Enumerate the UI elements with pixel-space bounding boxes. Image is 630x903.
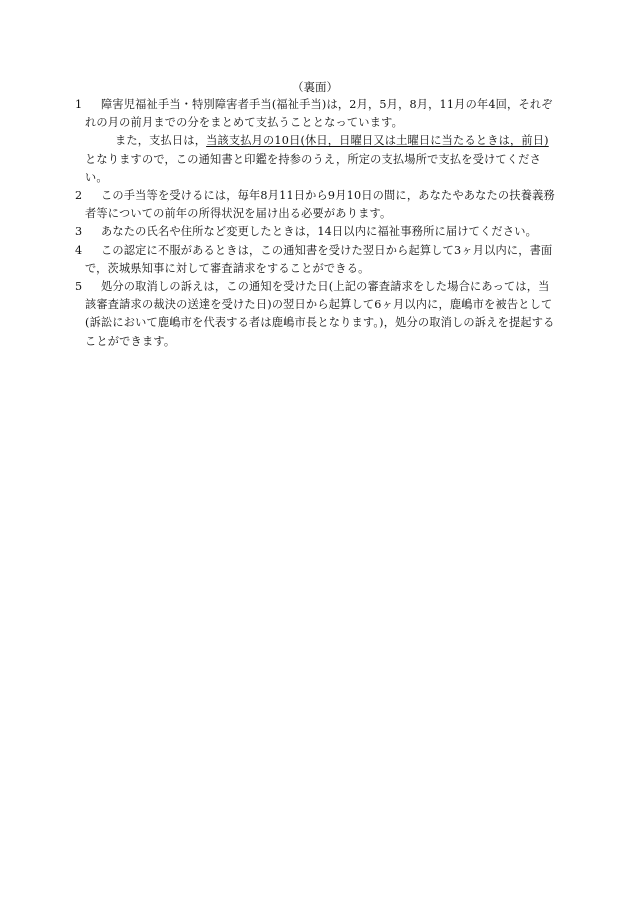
item-text: この認定に不服があるときは，この通知書を受けた翌日から起算して3ヶ月以内に，書面で，茨城県知事に対して審査請求をすることができる。 bbox=[85, 243, 553, 275]
item-text: あなたの氏名や住所など変更したときは，14日以内に福祉事務所に届けてください。 bbox=[101, 225, 537, 239]
item-number: 5 bbox=[75, 280, 83, 294]
notice-item-4 bbox=[75, 242, 557, 278]
notice-item-5 bbox=[75, 278, 557, 351]
item-number: 1 bbox=[75, 98, 83, 111]
notice-item-2 bbox=[75, 187, 557, 223]
item-text: 障害児福祉手当・特別障害者手当(福祉手当)は，2月，5月，8月，11月の年4回，それぞれの月の前月までの分をまとめて支払うこととなっています。 bbox=[85, 98, 553, 130]
item-text-wrapper bbox=[75, 132, 557, 187]
item-text: この手当等を受けるには，毎年8月11日から9月10日の間に，あなたやあなたの扶養義務者等についての前年の所得状況を届け出る必要があります。 bbox=[85, 189, 555, 221]
payment-date-underlined: 当該支払月の10日(休日，日曜日又は土曜日に当たるときは，前日) bbox=[206, 134, 549, 148]
notice-body bbox=[75, 96, 557, 351]
payment-date-suffix: となりますので，この通知書と印鑑を持参のうえ，所定の支払場所で支払を受けてください。 bbox=[85, 152, 541, 184]
notice-item-1 bbox=[75, 96, 557, 132]
notice-item-1-payment-date bbox=[75, 132, 557, 187]
item-text: 処分の取消しの訴えは，この通知を受けた日(上記の審査請求をした場合にあっては，当該審査請求の裁決の送達を受けた日)の翌日から起算して6ヶ月以内に，鹿嶋市を被告として(訴訟において鹿嶋市を代表する者は鹿嶋市長となります。)，処分の取消しの訴えを提起することができます。 bbox=[85, 280, 555, 348]
notice-item-3 bbox=[75, 223, 557, 241]
item-number: 2 bbox=[75, 189, 83, 203]
item-number: 4 bbox=[75, 243, 83, 257]
payment-date-prefix: また，支払日は， bbox=[115, 134, 207, 148]
item-number: 3 bbox=[75, 225, 83, 239]
page-heading: （裏面） bbox=[292, 80, 338, 94]
